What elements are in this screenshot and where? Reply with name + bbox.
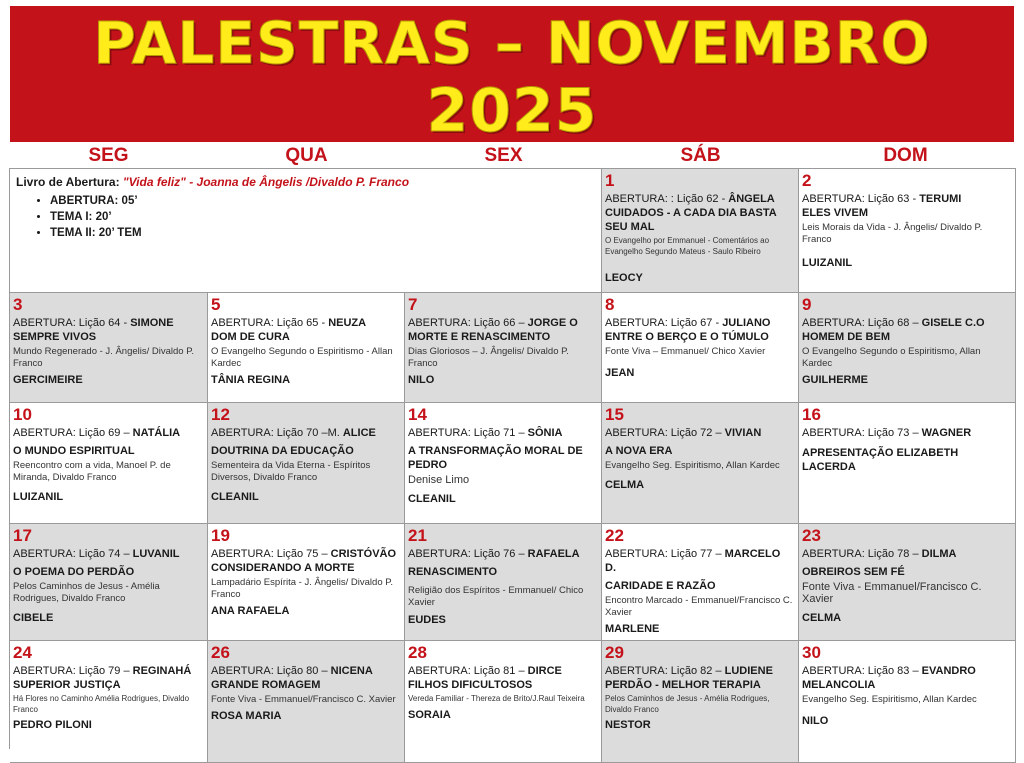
- speaker-name: ROSA MARIA: [211, 710, 282, 722]
- reference-book: Pelos Caminhos de Jesus - Amélia Rodrigues, Divaldo Franco: [13, 581, 160, 604]
- lesson-label: ABERTURA: Lição 82 –: [605, 665, 725, 677]
- timing-item: • ABERTURA: 05’: [50, 193, 595, 209]
- lesson-speaker: GISELE C.O: [921, 317, 985, 329]
- talk-theme: O MUNDO ESPIRITUAL: [13, 445, 135, 457]
- calendar-day-cell: [10, 641, 208, 763]
- talk-theme: CONSIDERANDO A MORTE: [211, 562, 355, 574]
- reference-book: Denise Limo: [408, 474, 470, 486]
- opening-lesson: [13, 547, 203, 561]
- lesson-label: ABERTURA: Lição 74 –: [13, 548, 133, 560]
- talk-theme: CUIDADOS - A CADA DIA BASTA SEU MAL: [605, 207, 777, 233]
- opening-lesson: [605, 426, 794, 440]
- opening-lesson: [802, 547, 1011, 561]
- lesson-speaker: JORGE O: [527, 317, 578, 329]
- calendar-day-cell: [799, 524, 1016, 641]
- calendar-grid: [9, 168, 1016, 749]
- calendar-day-cell: [602, 169, 799, 293]
- reference-book: Fonte Viva - Emmanuel/Francisco C. Xavier: [802, 581, 982, 605]
- lesson-speaker: NEUZA: [328, 317, 367, 329]
- talk-theme: RENASCIMENTO: [408, 566, 498, 578]
- opening-book-line: [16, 175, 595, 190]
- opening-lesson: [605, 664, 794, 678]
- lesson-speaker: LUDIENE: [724, 665, 773, 677]
- reference-book: Há Flores no Caminho Amélia Rodrigues, Divaldo Franco: [13, 694, 190, 714]
- speaker-name: EUDES: [408, 614, 446, 626]
- opening-lesson: [211, 547, 400, 561]
- talk-theme: MELANCOLIA: [802, 679, 876, 691]
- day-number: 26: [211, 643, 230, 662]
- talk-theme: APRESENTAÇÃO ELIZABETH LACERDA: [802, 447, 959, 473]
- talk-theme: ELES VIVEM: [802, 207, 869, 219]
- weekday-header: [10, 145, 1014, 167]
- reference-book: Mundo Regenerado - J. Ângelis/ Divaldo P. Franco: [13, 346, 194, 369]
- reference-book: Religião dos Espíritos - Emmanuel/ Chico Xavier: [408, 585, 584, 608]
- speaker-name: NESTOR: [605, 719, 651, 731]
- opening-book-label: Livro de Abertura:: [16, 175, 123, 189]
- calendar-day-cell: [405, 524, 602, 641]
- calendar-day-cell: [10, 403, 208, 524]
- lesson-label: ABERTURA: Lição 83 –: [802, 665, 922, 677]
- calendar-day-cell: [405, 293, 602, 403]
- calendar-day-cell: [602, 293, 799, 403]
- lesson-label: ABERTURA: Lição 77 –: [605, 548, 725, 560]
- lesson-speaker: ÂNGELA: [728, 193, 775, 205]
- talk-theme: OBREIROS SEM FÉ: [802, 566, 905, 578]
- speaker-name: TÂNIA REGINA: [211, 374, 291, 386]
- talk-theme: FILHOS DIFICULTOSOS: [408, 679, 533, 691]
- opening-lesson: [408, 547, 597, 561]
- calendar-day-cell: [208, 524, 405, 641]
- reference-book: Vereda Familiar - Thereza de Brito/J.Raul Teixeira: [408, 694, 585, 703]
- lesson-speaker: SÔNIA: [527, 427, 563, 439]
- speaker-name: JEAN: [605, 367, 635, 379]
- weekday-sab: SÁB: [680, 145, 721, 166]
- speaker-name: MARLENE: [605, 623, 660, 635]
- opening-lesson: [408, 664, 597, 678]
- lesson-label: ABERTURA: Lição 68 –: [802, 317, 922, 329]
- talk-theme: A TRANSFORMAÇÃO MORAL DE PEDRO: [408, 445, 583, 471]
- lesson-speaker: EVANDRO: [921, 665, 976, 677]
- speaker-name: NILO: [408, 374, 435, 386]
- day-number: 7: [408, 295, 418, 314]
- lesson-speaker: CRISTÓVÃO: [330, 548, 397, 560]
- reference-book: Fonte Viva - Emmanuel/Francisco C. Xavier: [211, 694, 396, 705]
- speaker-name: NILO: [802, 715, 829, 727]
- lesson-label: ABERTURA: Lição 73 –: [802, 427, 922, 439]
- calendar-day-cell: [405, 403, 602, 524]
- talk-theme: A NOVA ERA: [605, 445, 673, 457]
- calendar-day-cell: [10, 293, 208, 403]
- lesson-label: ABERTURA: Lição 79 –: [13, 665, 133, 677]
- day-number: 19: [211, 526, 230, 545]
- calendar-day-cell: [10, 524, 208, 641]
- speaker-name: ANA RAFAELA: [211, 605, 290, 617]
- calendar-day-cell: [602, 524, 799, 641]
- lesson-label: ABERTURA: Lição 65 -: [211, 317, 329, 329]
- weekday-dom: DOM: [883, 145, 928, 166]
- lesson-label: ABERTURA: Lição 63 -: [802, 193, 920, 205]
- lesson-speaker: NATÁLIA: [132, 427, 181, 439]
- reference-book: Reencontro com a vida, Manoel P. de Miranda, Divaldo Franco: [13, 460, 171, 483]
- lesson-label: ABERTURA: Lição 64 -: [13, 317, 131, 329]
- opening-lesson: [802, 426, 1011, 440]
- calendar-day-cell: [799, 293, 1016, 403]
- talk-theme: HOMEM DE BEM: [802, 331, 890, 343]
- calendar-day-cell: [405, 641, 602, 763]
- day-number: 5: [211, 295, 221, 314]
- weekday-qua: QUA: [285, 145, 328, 166]
- calendar-day-cell: [602, 641, 799, 763]
- reference-book: Evangelho Seg. Espiritismo, Allan Kardec: [605, 460, 780, 471]
- lesson-speaker: TERUMI: [919, 193, 962, 205]
- title-line1: PALESTRAS – NOVEMBRO: [93, 9, 931, 77]
- day-number: 24: [13, 643, 32, 662]
- lesson-label: ABERTURA: Lição 78 –: [802, 548, 922, 560]
- opening-lesson: [13, 664, 203, 678]
- opening-lesson: [408, 316, 597, 330]
- lesson-speaker: MARCELO D.: [605, 548, 781, 574]
- lesson-label: ABERTURA: Lição 66 –: [408, 317, 528, 329]
- reference-book: Encontro Marcado - Emmanuel/Francisco C. Xavier: [605, 595, 793, 618]
- day-number: 2: [802, 171, 812, 190]
- opening-lesson: [13, 426, 203, 440]
- opening-book-title: "Vida feliz" - Joanna de Ângelis /Divaldo P. Franco: [122, 175, 410, 189]
- lesson-label: ABERTURA: Lição 67 -: [605, 317, 723, 329]
- speaker-name: LEOCY: [605, 272, 643, 284]
- speaker-name: LUIZANIL: [13, 491, 64, 503]
- lesson-speaker: SIMONE: [130, 317, 174, 329]
- opening-lesson: [605, 316, 794, 330]
- timing-list: [16, 193, 595, 241]
- lesson-speaker: WAGNER: [921, 427, 972, 439]
- day-number: 10: [13, 405, 32, 424]
- lesson-label: ABERTURA: Lição 71 –: [408, 427, 528, 439]
- timing-item: • TEMA II: 20’ TEM: [50, 225, 595, 241]
- opening-lesson: [605, 547, 794, 575]
- day-number: 23: [802, 526, 821, 545]
- lesson-speaker: REGINAHÁ: [132, 665, 192, 677]
- lesson-label: ABERTURA: Lição 75 –: [211, 548, 331, 560]
- talk-theme: PERDÃO - MELHOR TERAPIA: [605, 679, 761, 691]
- opening-lesson: [408, 426, 597, 440]
- opening-book-info: [10, 169, 602, 293]
- lesson-label: ABERTURA: Lição 80 –: [211, 665, 331, 677]
- day-number: 8: [605, 295, 615, 314]
- talk-theme: O POEMA DO PERDÃO: [13, 566, 135, 578]
- calendar-day-cell: [602, 403, 799, 524]
- lesson-speaker: JULIANO: [722, 317, 771, 329]
- lesson-speaker: DIRCE: [527, 665, 562, 677]
- lesson-speaker: RAFAELA: [527, 548, 580, 560]
- talk-theme: DOUTRINA DA EDUCAÇÃO: [211, 445, 354, 457]
- lesson-label: ABERTURA: Lição 81 –: [408, 665, 528, 677]
- lesson-label: ABERTURA: : Lição 62 -: [605, 193, 729, 205]
- reference-book: Lampadário Espírita - J. Ângelis/ Divaldo P. Franco: [211, 577, 393, 600]
- reference-book: Leis Morais da Vida - J. Ângelis/ Divaldo P. Franco: [802, 222, 983, 245]
- day-number: 1: [605, 171, 615, 190]
- lesson-label: ABERTURA: Lição 69 –: [13, 427, 133, 439]
- day-number: 22: [605, 526, 624, 545]
- opening-lesson: [211, 426, 400, 440]
- lesson-label: ABERTURA: Lição 72 –: [605, 427, 725, 439]
- weekday-seg: SEG: [88, 145, 129, 166]
- lesson-speaker: NICENA: [330, 665, 373, 677]
- reference-book: Sementeira da Vida Eterna - Espíritos Diversos, Divaldo Franco: [211, 460, 371, 483]
- day-number: 14: [408, 405, 427, 424]
- talk-theme: DOM DE CURA: [211, 331, 290, 343]
- speaker-name: PEDRO PILONI: [13, 719, 92, 731]
- day-number: 12: [211, 405, 230, 424]
- opening-lesson: [211, 664, 400, 678]
- title-line2: 2025: [426, 76, 598, 146]
- weekday-sex: SEX: [484, 145, 523, 166]
- calendar-day-cell: [799, 403, 1016, 524]
- talk-theme: CARIDADE E RAZÃO: [605, 580, 716, 592]
- day-number: 3: [13, 295, 23, 314]
- reference-book: Evangelho Seg. Espiritismo, Allan Kardec: [802, 694, 977, 705]
- day-number: 21: [408, 526, 427, 545]
- reference-book: O Evangelho Segundo o Espiritismo, Allan Kardec: [802, 346, 981, 369]
- day-number: 16: [802, 405, 821, 424]
- speaker-name: CLEANIL: [408, 493, 456, 505]
- lesson-speaker: LUVANIL: [132, 548, 180, 560]
- opening-lesson: [802, 316, 1011, 330]
- speaker-name: CLEANIL: [211, 491, 259, 503]
- speaker-name: CIBELE: [13, 612, 54, 624]
- calendar-day-cell: [799, 169, 1016, 293]
- day-number: 15: [605, 405, 624, 424]
- reference-book: Dias Gloriosos – J. Ângelis/ Divaldo P. Franco: [408, 346, 569, 369]
- calendar-day-cell: [208, 293, 405, 403]
- calendar-day-cell: [208, 641, 405, 763]
- talk-theme: MORTE E RENASCIMENTO: [408, 331, 551, 343]
- title-banner: [10, 6, 1014, 146]
- day-number: 9: [802, 295, 812, 314]
- talk-theme: GRANDE ROMAGEM: [211, 679, 321, 691]
- day-number: 17: [13, 526, 32, 545]
- day-number: 30: [802, 643, 821, 662]
- calendar-day-cell: [208, 403, 405, 524]
- lesson-speaker: VIVIAN: [724, 427, 762, 439]
- reference-book: Fonte Viva – Emmanuel/ Chico Xavier: [605, 346, 766, 357]
- opening-lesson: [211, 316, 400, 330]
- day-number: 29: [605, 643, 624, 662]
- lesson-speaker: DILMA: [921, 548, 957, 560]
- calendar-day-cell: [799, 641, 1016, 763]
- talk-theme: SUPERIOR JUSTIÇA: [13, 679, 121, 691]
- lesson-speaker: ALICE: [342, 427, 376, 439]
- reference-book: O Evangelho Segundo o Espiritismo - Allan Kardec: [211, 346, 393, 369]
- reference-book: O Evangelho por Emmanuel - Comentários ao Evangelho Segundo Mateus - Saulo Ribeiro: [605, 236, 770, 256]
- speaker-name: GERCIMEIRE: [13, 374, 83, 386]
- opening-lesson: [802, 664, 1011, 678]
- lesson-label: ABERTURA: Lição 70 –M.: [211, 427, 343, 439]
- speaker-name: GUILHERME: [802, 374, 868, 386]
- reference-book: Pelos Caminhos de Jesus - Amélia Rodrigues, Divaldo Franco: [605, 694, 770, 714]
- opening-lesson: [802, 192, 1011, 206]
- opening-lesson: [605, 192, 794, 206]
- talk-theme: ENTRE O BERÇO E O TÚMULO: [605, 331, 769, 343]
- timing-item: • TEMA I: 20’: [50, 209, 595, 225]
- talk-theme: SEMPRE VIVOS: [13, 331, 97, 343]
- speaker-name: LUIZANIL: [802, 257, 853, 269]
- opening-lesson: [13, 316, 203, 330]
- speaker-name: SORAIA: [408, 708, 451, 721]
- speaker-name: CELMA: [802, 612, 842, 624]
- lesson-label: ABERTURA: Lição 76 –: [408, 548, 528, 560]
- day-number: 28: [408, 643, 427, 662]
- speaker-name: CELMA: [605, 479, 645, 491]
